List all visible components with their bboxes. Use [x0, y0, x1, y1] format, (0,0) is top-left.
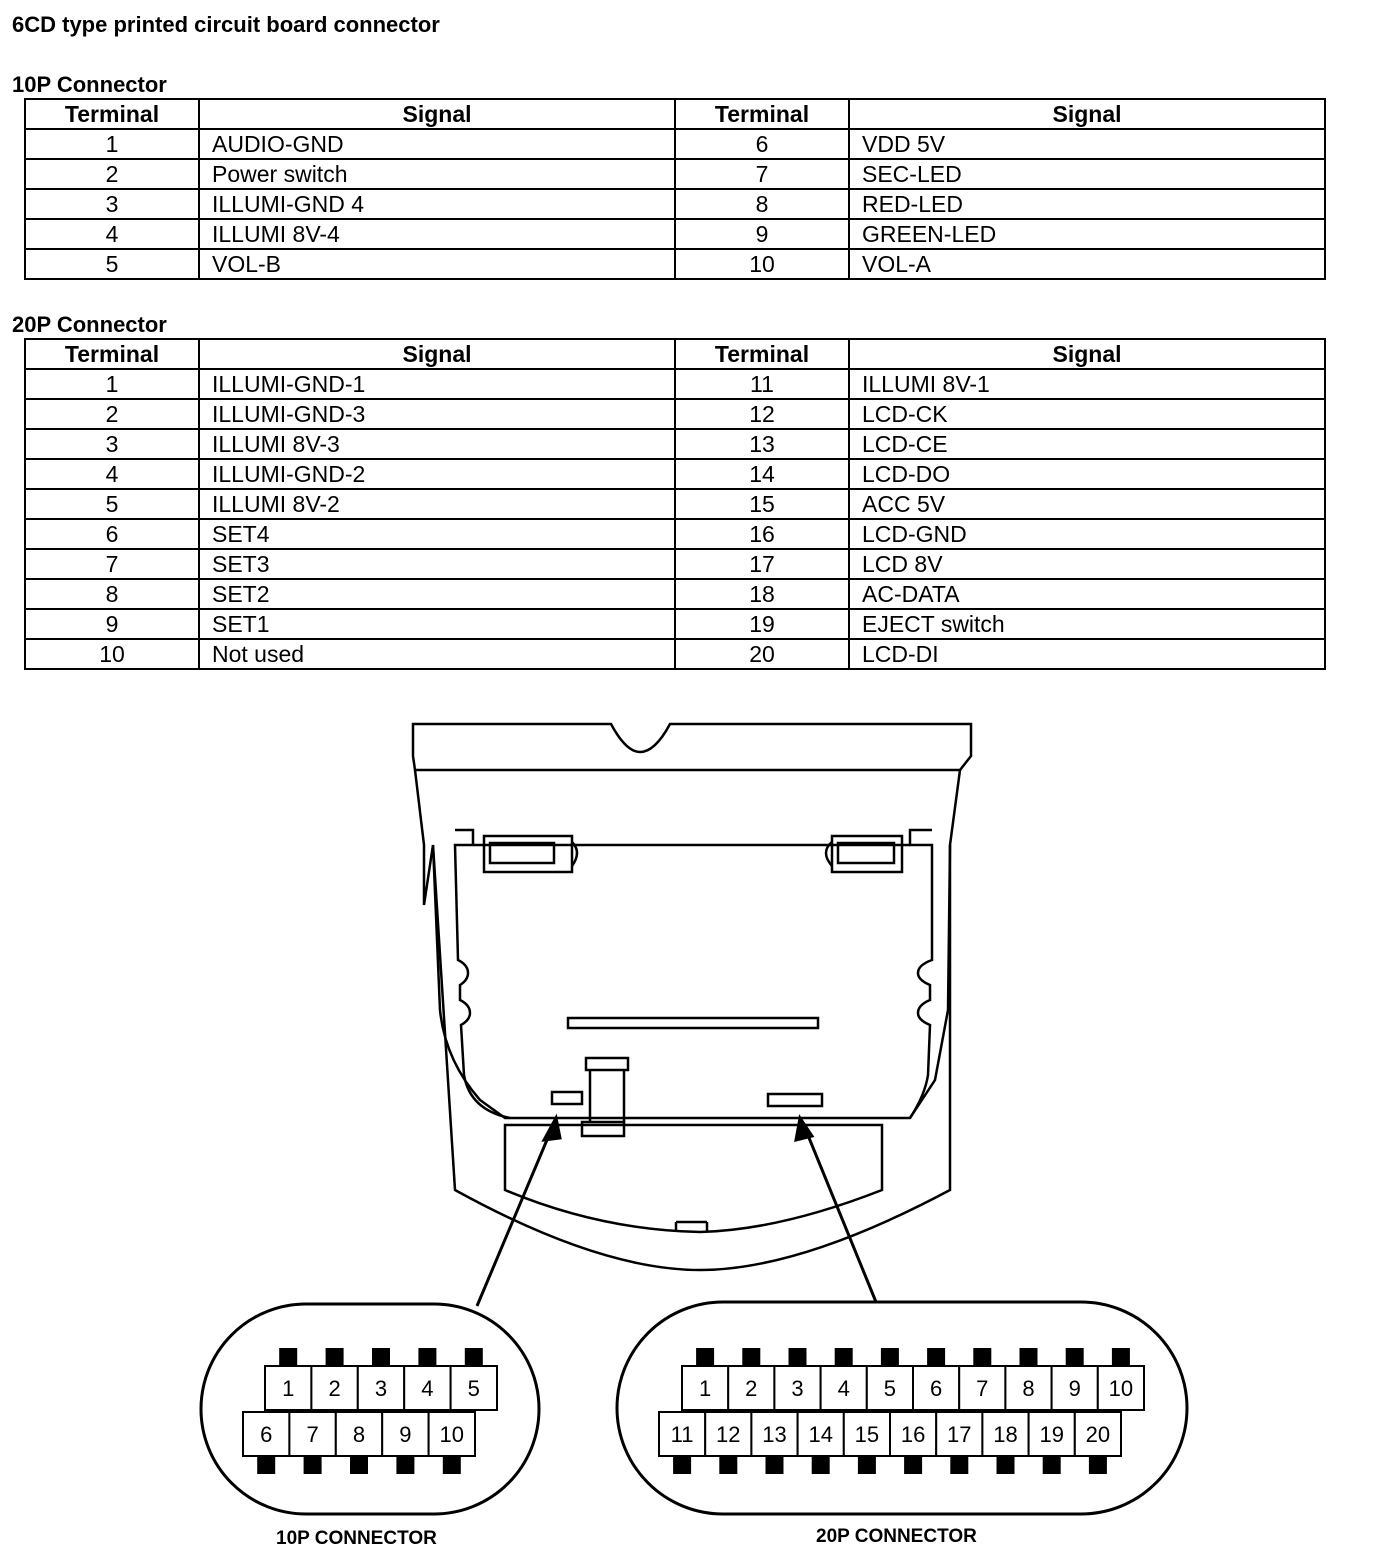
- pin-label: 12: [716, 1422, 741, 1447]
- terminal-cell: 8: [675, 189, 849, 219]
- terminal-cell: 1: [25, 129, 199, 159]
- page-title: 6CD type printed circuit board connector: [12, 12, 440, 37]
- pin-label: 10: [1108, 1376, 1134, 1401]
- terminal-cell: 10: [25, 639, 199, 669]
- terminal-cell: 8: [25, 579, 199, 609]
- pin-label: 4: [421, 1376, 434, 1401]
- signal-cell: ILLUMI-GND-1: [199, 369, 675, 399]
- pin-tab: [997, 1456, 1015, 1474]
- terminal-cell: 5: [25, 249, 199, 279]
- signal-cell: AC-DATA: [849, 579, 1325, 609]
- pin-label: 1: [282, 1376, 295, 1401]
- pin-tab: [973, 1348, 991, 1366]
- signal-cell: LCD 8V: [849, 549, 1325, 579]
- pin-tab: [927, 1348, 945, 1366]
- pin-label: 17: [947, 1422, 972, 1447]
- pin-label: 11: [670, 1422, 694, 1447]
- pin-label: 15: [854, 1422, 880, 1447]
- pin-tab: [789, 1348, 807, 1366]
- header-signal: Signal: [849, 99, 1325, 129]
- pin-label: 19: [1039, 1422, 1064, 1447]
- terminal-cell: 16: [675, 519, 849, 549]
- terminal-cell: 13: [675, 429, 849, 459]
- pin-label: 6: [260, 1422, 273, 1447]
- pin-label: 3: [791, 1376, 804, 1401]
- signal-cell: SET1: [199, 609, 675, 639]
- terminal-cell: 3: [25, 429, 199, 459]
- terminal-cell: 15: [675, 489, 849, 519]
- terminal-cell: 19: [675, 609, 849, 639]
- pin-label: 8: [352, 1422, 366, 1447]
- pin-tab: [1020, 1348, 1038, 1366]
- signal-cell: SET2: [199, 579, 675, 609]
- pin-label: 10: [439, 1422, 465, 1447]
- caption-20p: 20P CONNECTOR: [816, 1526, 977, 1547]
- table-10p-heading: 10P Connector: [12, 72, 167, 97]
- pin-label: 6: [929, 1376, 943, 1401]
- pin-label: 13: [762, 1422, 787, 1447]
- pin-tab: [350, 1456, 368, 1474]
- pin-tab: [1066, 1348, 1084, 1366]
- pin-tab: [1043, 1456, 1061, 1474]
- pin-tab: [696, 1348, 714, 1366]
- pin-label: 3: [374, 1376, 388, 1401]
- pin-tab: [465, 1348, 483, 1366]
- table-20p-heading: 20P Connector: [12, 312, 167, 337]
- signal-cell: ILLUMI-GND-2: [199, 459, 675, 489]
- terminal-cell: 3: [25, 189, 199, 219]
- connector-20p-pins: [659, 1348, 1144, 1474]
- pin-label: 4: [837, 1376, 850, 1401]
- pin-label: 8: [1022, 1376, 1035, 1401]
- terminal-cell: 5: [25, 489, 199, 519]
- pin-tab: [257, 1456, 275, 1474]
- pin-label: 5: [467, 1376, 480, 1401]
- signal-cell: RED-LED: [849, 189, 1325, 219]
- signal-cell: EJECT switch: [849, 609, 1325, 639]
- terminal-cell: 17: [675, 549, 849, 579]
- pin-tab: [1089, 1456, 1107, 1474]
- pin-label: 20: [1085, 1422, 1111, 1447]
- pin-label: 2: [328, 1376, 341, 1401]
- terminal-cell: 6: [675, 129, 849, 159]
- signal-cell: ACC 5V: [849, 489, 1325, 519]
- signal-cell: GREEN-LED: [849, 219, 1325, 249]
- terminal-cell: 1: [25, 369, 199, 399]
- signal-cell: SEC-LED: [849, 159, 1325, 189]
- signal-cell: Power switch: [199, 159, 675, 189]
- header-signal: Signal: [199, 339, 675, 369]
- pin-label: 9: [399, 1422, 412, 1447]
- terminal-cell: 4: [25, 459, 199, 489]
- header-signal: Signal: [199, 99, 675, 129]
- signal-cell: Not used: [199, 639, 675, 669]
- signal-cell: SET4: [199, 519, 675, 549]
- board-connector-10p: [552, 1092, 582, 1104]
- connector-10p-pins: [243, 1348, 497, 1474]
- pin-tab: [742, 1348, 760, 1366]
- signal-cell: SET3: [199, 549, 675, 579]
- pin-label: 14: [808, 1422, 833, 1447]
- pin-label: 2: [745, 1376, 758, 1401]
- signal-cell: LCD-DO: [849, 459, 1325, 489]
- terminal-cell: 10: [675, 249, 849, 279]
- pin-tab: [719, 1456, 737, 1474]
- terminal-cell: 7: [675, 159, 849, 189]
- header-terminal: Terminal: [25, 99, 199, 129]
- pin-label: 5: [883, 1376, 897, 1401]
- pin-tab: [950, 1456, 968, 1474]
- arrow-head-20p: [796, 1118, 812, 1140]
- inner-frame: [433, 845, 950, 1118]
- top-bezel: [413, 724, 971, 770]
- pin-tab: [858, 1456, 876, 1474]
- head-unit-outline: [413, 724, 971, 1270]
- pin-tab: [326, 1348, 344, 1366]
- pin-tab: [304, 1456, 322, 1474]
- pin-label: 7: [976, 1376, 989, 1401]
- terminal-cell: 7: [25, 549, 199, 579]
- pin-tab: [904, 1456, 922, 1474]
- pin-tab: [812, 1456, 830, 1474]
- signal-cell: ILLUMI-GND 4: [199, 189, 675, 219]
- arrow-20p: [805, 1128, 876, 1302]
- terminal-cell: 6: [25, 519, 199, 549]
- terminal-cell: 9: [675, 219, 849, 249]
- pin-tab: [372, 1348, 390, 1366]
- pcb-strip: [568, 1018, 818, 1028]
- pin-tab: [443, 1456, 461, 1474]
- terminal-cell: 14: [675, 459, 849, 489]
- pin-label: 1: [698, 1376, 712, 1401]
- signal-cell: ILLUMI 8V-1: [849, 369, 1325, 399]
- pin-tab: [1112, 1348, 1130, 1366]
- terminal-cell: 2: [25, 159, 199, 189]
- signal-cell: LCD-CK: [849, 399, 1325, 429]
- terminal-cell: 20: [675, 639, 849, 669]
- pin-tab: [279, 1348, 297, 1366]
- right-clip: [832, 836, 902, 872]
- pin-tab: [418, 1348, 436, 1366]
- terminal-cell: 2: [25, 399, 199, 429]
- header-terminal: Terminal: [675, 339, 849, 369]
- caption-10p: 10P CONNECTOR: [276, 1528, 437, 1549]
- pin-tab: [396, 1456, 414, 1474]
- signal-cell: VOL-B: [199, 249, 675, 279]
- terminal-cell: 9: [25, 609, 199, 639]
- pin-tab: [673, 1456, 691, 1474]
- header-terminal: Terminal: [675, 99, 849, 129]
- pin-label: 7: [306, 1422, 319, 1447]
- arrow-10p: [477, 1128, 552, 1306]
- board-connector-20p: [768, 1094, 822, 1106]
- pin-label: 9: [1068, 1376, 1081, 1401]
- callout-10p: [201, 1304, 539, 1514]
- pin-label: 18: [993, 1422, 1018, 1447]
- terminal-cell: 11: [675, 369, 849, 399]
- pin-label: 16: [900, 1422, 926, 1447]
- terminal-cell: 4: [25, 219, 199, 249]
- callout-20p: [617, 1302, 1187, 1514]
- signal-cell: VDD 5V: [849, 129, 1325, 159]
- left-clip: [484, 836, 572, 872]
- terminal-cell: 12: [675, 399, 849, 429]
- terminal-cell: 18: [675, 579, 849, 609]
- ribbon-top: [586, 1058, 628, 1070]
- signal-cell: VOL-A: [849, 249, 1325, 279]
- pin-tab: [881, 1348, 899, 1366]
- header-signal: Signal: [849, 339, 1325, 369]
- pin-tab: [766, 1456, 784, 1474]
- signal-cell: ILLUMI 8V-3: [199, 429, 675, 459]
- signal-cell: LCD-GND: [849, 519, 1325, 549]
- header-terminal: Terminal: [25, 339, 199, 369]
- signal-cell: LCD-DI: [849, 639, 1325, 669]
- signal-cell: AUDIO-GND: [199, 129, 675, 159]
- pin-tab: [835, 1348, 853, 1366]
- ribbon-cable: [590, 1070, 624, 1122]
- arrow-head-10p: [544, 1118, 560, 1140]
- signal-cell: ILLUMI 8V-4: [199, 219, 675, 249]
- signal-cell: ILLUMI-GND-3: [199, 399, 675, 429]
- signal-cell: LCD-CE: [849, 429, 1325, 459]
- signal-cell: ILLUMI 8V-2: [199, 489, 675, 519]
